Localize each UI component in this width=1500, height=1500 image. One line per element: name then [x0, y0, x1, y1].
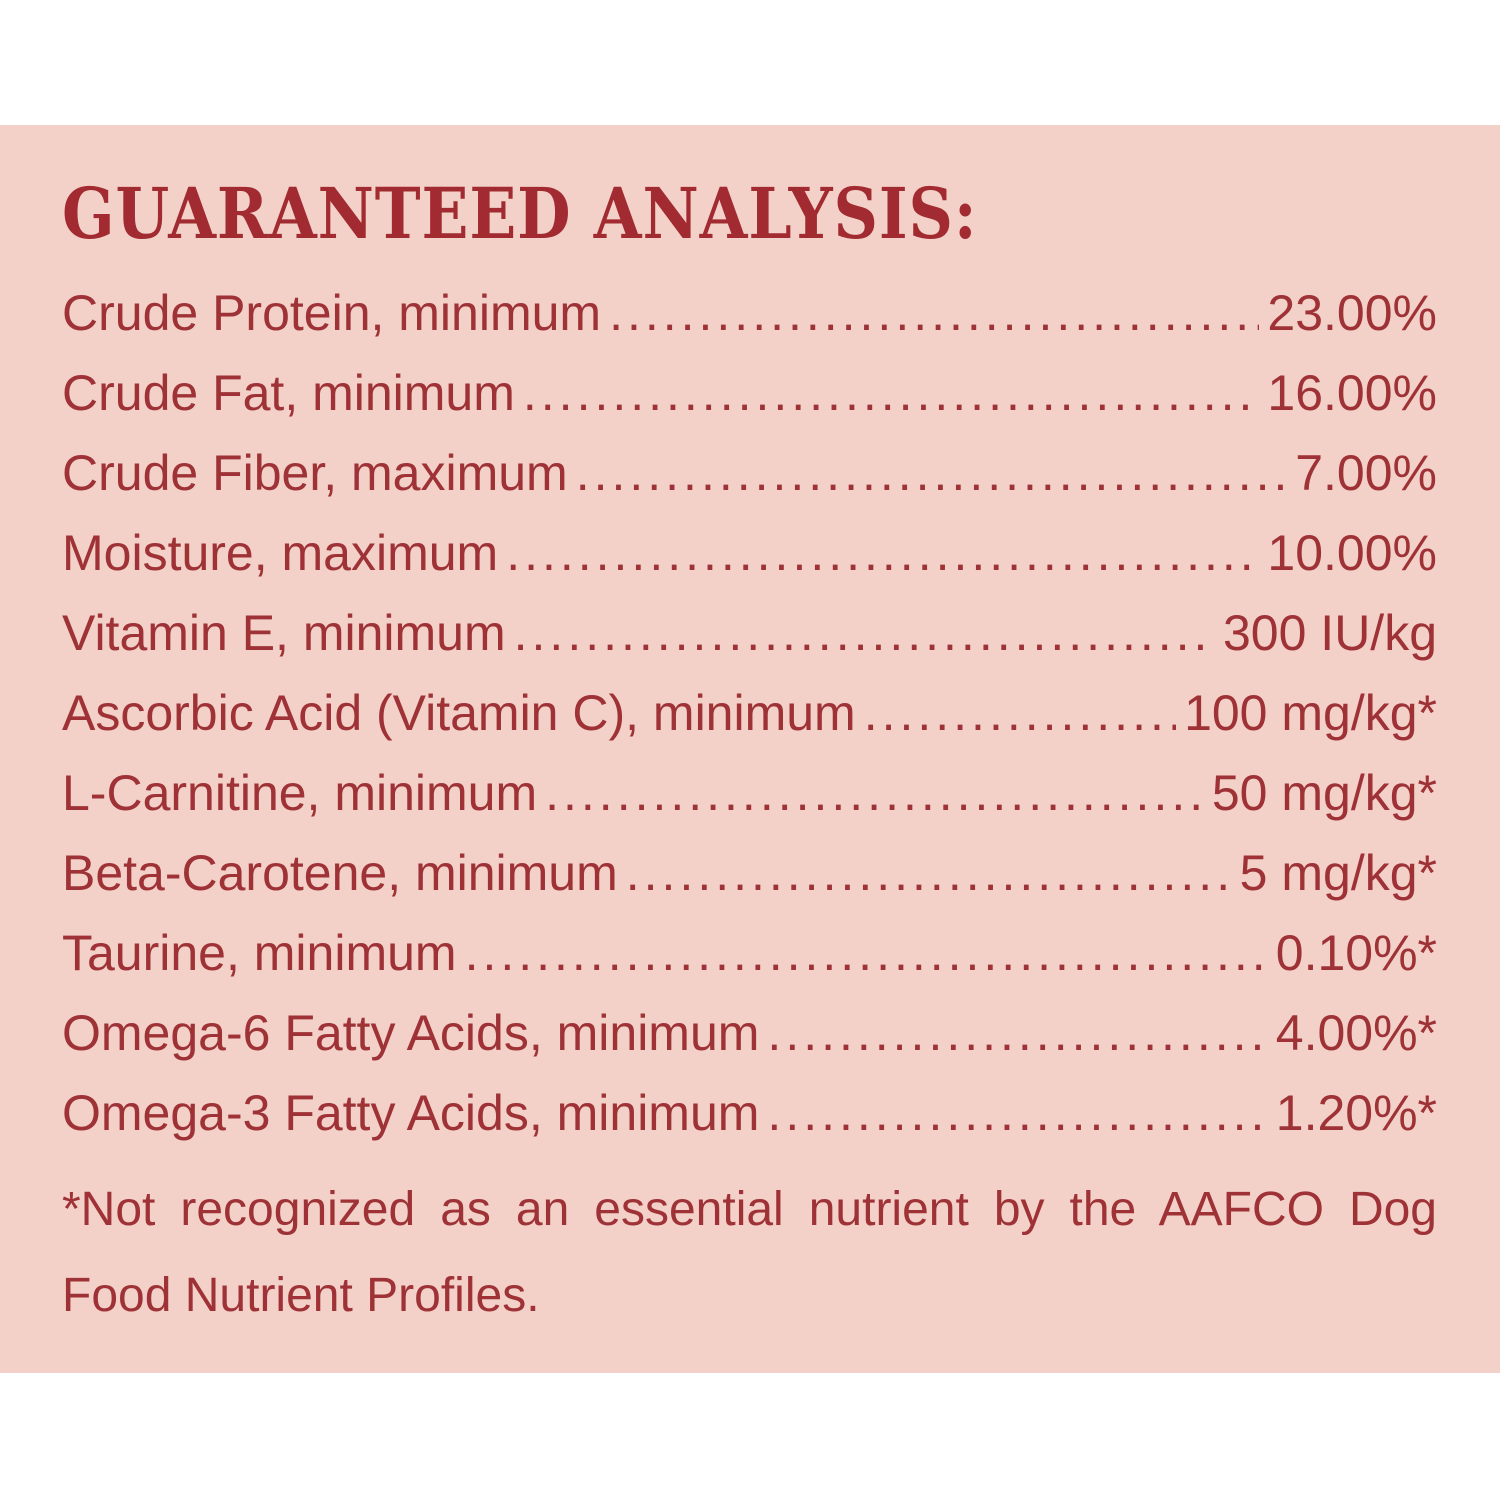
- table-row: [62, 433, 1437, 513]
- nutrient-value: 23.00%: [1267, 285, 1437, 341]
- nutrient-label: Taurine, minimum: [62, 925, 457, 981]
- nutrient-label: L-Carnitine, minimum: [62, 765, 538, 821]
- dot-leader: [523, 353, 1260, 433]
- table-row: [62, 913, 1437, 993]
- dot-leader: [514, 593, 1215, 673]
- dot-leader: [506, 513, 1259, 593]
- dot-leader: [465, 913, 1268, 993]
- table-row: [62, 753, 1437, 833]
- nutrient-label: Moisture, maximum: [62, 525, 499, 581]
- dot-leader: [864, 673, 1176, 753]
- nutrient-label: Omega-6 Fatty Acids, minimum: [62, 1005, 760, 1061]
- nutrient-label: Crude Fat, minimum: [62, 365, 515, 421]
- nutrient-label: Vitamin E, minimum: [62, 605, 506, 661]
- dot-leader: [767, 1073, 1267, 1153]
- table-row: [62, 993, 1437, 1073]
- nutrient-label: Omega-3 Fatty Acids, minimum: [62, 1085, 760, 1141]
- aafco-footnote: [62, 1167, 1437, 1339]
- nutrient-value: 1.20%*: [1275, 1085, 1437, 1141]
- nutrient-label: Beta-Carotene, minimum: [62, 845, 618, 901]
- table-row: [62, 833, 1437, 913]
- nutrient-label: Crude Protein, minimum: [62, 285, 602, 341]
- nutrient-value: 100 mg/kg*: [1184, 685, 1437, 741]
- nutrient-value: 16.00%: [1267, 365, 1437, 421]
- dot-leader: [626, 833, 1232, 913]
- table-row: [62, 353, 1437, 433]
- nutrient-value: 7.00%: [1295, 445, 1437, 501]
- nutrient-label: Crude Fiber, maximum: [62, 445, 568, 501]
- analysis-table: [62, 273, 1437, 1153]
- table-row: [62, 593, 1437, 673]
- guaranteed-analysis-title: GUARANTEED ANALYSIS:: [62, 172, 978, 255]
- guaranteed-analysis-panel: [0, 125, 1500, 1373]
- nutrient-value: 10.00%: [1267, 525, 1437, 581]
- footnote-line: Food Nutrient Profiles.: [62, 1269, 540, 1322]
- dot-leader: [767, 993, 1267, 1073]
- dot-leader: [609, 273, 1259, 353]
- table-row: [62, 1073, 1437, 1153]
- nutrient-label: Ascorbic Acid (Vitamin C), minimum: [62, 685, 856, 741]
- table-row: [62, 273, 1437, 353]
- dot-leader: [545, 753, 1204, 833]
- dot-leader: [576, 433, 1288, 513]
- footnote-line: *Not recognized as an essential nutrient by the AAFCO Dog: [62, 1183, 1437, 1236]
- nutrient-value: 4.00%*: [1275, 1005, 1437, 1061]
- nutrient-value: 5 mg/kg*: [1239, 845, 1437, 901]
- table-row: [62, 513, 1437, 593]
- nutrient-value: 300 IU/kg: [1222, 605, 1437, 661]
- table-row: [62, 673, 1437, 753]
- nutrient-value: 50 mg/kg*: [1211, 765, 1437, 821]
- nutrient-value: 0.10%*: [1275, 925, 1437, 981]
